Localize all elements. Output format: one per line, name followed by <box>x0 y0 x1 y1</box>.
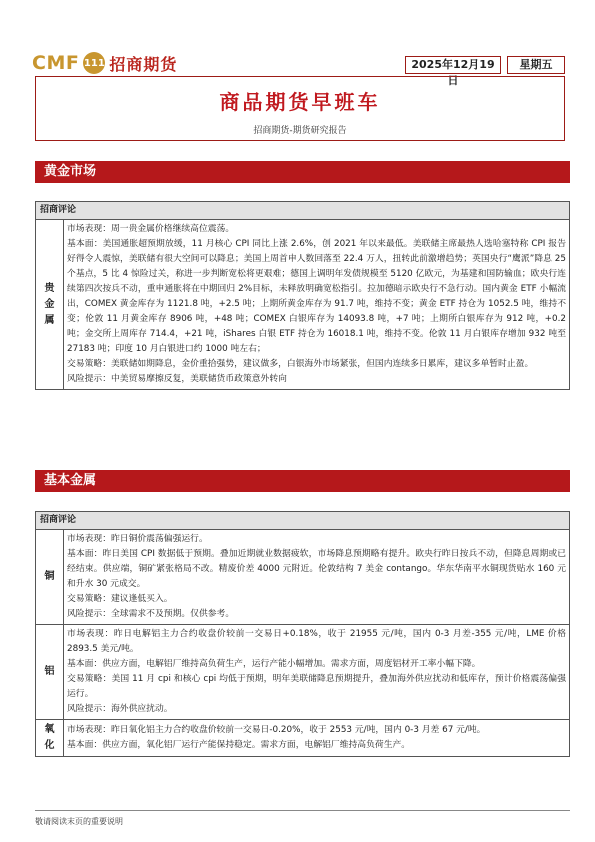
comment-body <box>64 220 570 390</box>
section-title-gold: 黄金市场 <box>35 161 570 183</box>
market-performance: 市场表现：昨日电解铝主力合约收盘价较前一交易日+0.18%，收于 21955 元/吨，国内 0-3 月差-355 元/吨，LME 价格 2893.5 美元/吨。 <box>67 629 566 654</box>
trading-strategy: 交易策略：建议逢低买入。 <box>67 594 173 604</box>
risk-warning: 风险提示：海外供应扰动。 <box>67 704 173 714</box>
market-performance: 市场表现：昨日氧化铝主力合约收盘价较前一交易日-0.20%，收于 2553 元/吨，国内 0-3 月差 67 元/吨。 <box>67 725 486 735</box>
company-logo <box>32 50 177 76</box>
table-header-row <box>36 512 570 530</box>
trading-strategy: 交易策略：美国 11 月 cpi 和核心 cpi 均低于预期，明年美联储降息预期提升，叠加海外供应扰动和低库存，预计价格震荡偏强运行。 <box>67 674 566 699</box>
market-performance: 市场表现：昨日铜价震荡偏强运行。 <box>67 534 208 544</box>
category-label: 氧化 <box>36 720 64 757</box>
comment-body <box>64 625 570 720</box>
report-date: 2025年12月19日 <box>405 56 501 74</box>
logo-mark-icon: 111 <box>83 52 105 74</box>
page-subtitle: 招商期货-期货研究报告 <box>253 126 347 136</box>
comment-body <box>64 720 570 757</box>
logo-chinese-name: 招商期货 <box>109 54 178 74</box>
gold-comment-table <box>35 201 570 390</box>
table-header: 招商评论 <box>36 512 570 530</box>
title-frame <box>35 76 565 141</box>
section-title-base-metals: 基本金属 <box>35 470 570 492</box>
footer-note: 敬请阅读末页的重要说明 <box>35 817 123 826</box>
category-label: 铝 <box>36 625 64 720</box>
category-label: 铜 <box>36 530 64 625</box>
category-label: 贵金属 <box>36 220 64 390</box>
table-row <box>36 625 570 720</box>
fundamentals: 基本面：昨日美国 CPI 数据低于预期。叠加近期就业数据疲软，市场降息预期略有提升。欧央行昨日按兵不动，但降息周期或已经结束。供应端，铜矿紧张格局不改。精废价差 4000 元附近。伦敦结构 7 美金 contango。华东华南平水铜现货贴水 160 元和升水 30 元成交。 <box>67 549 566 589</box>
page-title: 商品期货早班车 <box>219 90 381 114</box>
logo-latin: CMF <box>32 52 80 74</box>
market-performance: 市场表现：周一贵金属价格继续高位震荡。 <box>67 224 235 234</box>
table-header: 招商评论 <box>36 202 570 220</box>
table-row <box>36 220 570 390</box>
risk-warning: 风险提示：全球需求不及预期。仅供参考。 <box>67 609 235 619</box>
risk-warning: 风险提示：中美贸易摩擦反复，美联储货币政策意外转向 <box>67 374 287 384</box>
table-header-row <box>36 202 570 220</box>
table-row <box>36 720 570 757</box>
fundamentals: 基本面：供应方面，电解铝厂维持高负荷生产，运行产能小幅增加。需求方面，周度铝材开工率小幅下降。 <box>67 659 481 669</box>
base-metals-comment-table <box>35 511 570 757</box>
trading-strategy: 交易策略：美联储如期降息，金价重拾强势，建议做多，白银海外市场紧张，但国内连续多日累库，建议多单暂时止盈。 <box>67 359 534 369</box>
fundamentals: 基本面：供应方面，氧化铝厂运行产能保持稳定。需求方面，电解铝厂维持高负荷生产。 <box>67 740 411 750</box>
footer-divider <box>35 810 570 811</box>
comment-body <box>64 530 570 625</box>
table-row <box>36 530 570 625</box>
report-weekday: 星期五 <box>507 56 565 74</box>
fundamentals: 基本面：美国通胀超预期放缓，11 月核心 CPI 同比上涨 2.6%，创 2021 年以来最低。美联储主席最热人选哈塞特称 CPI 报告好得令人震惊，美联储有很大空间可以降息；美国上周首申人数回落至 22.4 万人，扭转此前激增趋势；英国央行“鹰派”降息 25 个基点，5 比 4 惊险过关，称进一步判断宽松将更艰难；德国上调明年发债规模至 5120 亿欧元，为基建和国防输血；欧央行连续第四次按兵不动，重申通胀将在中期回归 2%目标，未释放明确宽松指引。拉加德暗示欧央行不急行动。国内黄金 ETF 小幅流出，COMEX 黄金库存为 1121.8 吨，+2.5 吨；上期所黄金库存为 91.7 吨，维持不变；黄金 ETF 持仓为 1052.5 吨，维持不变；伦敦 11 月黄金库存 8906 吨，+48 吨；COMEX 白银库存为 14093.8 吨，+7 吨；上期所白银库存为 912 吨，+0.2 吨；金交所上周库存 714.4，+21 吨，iShares 白银 ETF 持仓为 16018.1 吨，维持不变。伦敦 11 月白银库存增加 932 吨至 27183 吨；印度 10 月白银进口约 1000 吨左右； <box>67 239 566 354</box>
